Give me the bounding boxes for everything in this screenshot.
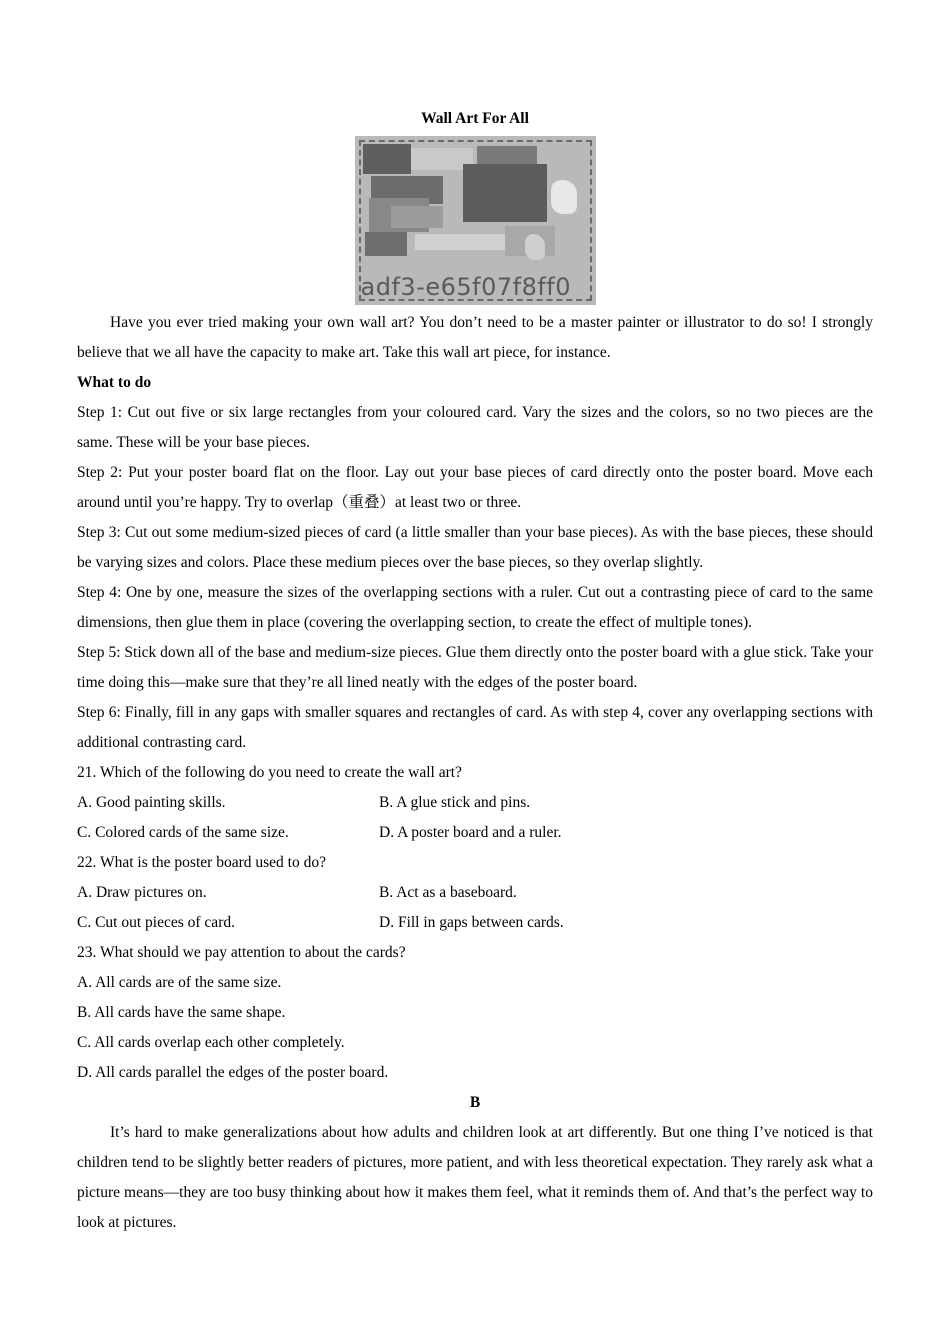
question-21: 21. Which of the following do you need to create the wall art? bbox=[77, 764, 462, 781]
section-heading: What to do bbox=[77, 374, 152, 391]
option-c: C. Colored cards of the same size. bbox=[77, 824, 289, 841]
step-1: Step 1: Cut out five or six large rectangles from your coloured card. Vary the sizes and the colors, so no two pieces are the same. These will be your base pieces. bbox=[77, 404, 873, 451]
section-b-heading: B bbox=[469, 1094, 481, 1111]
options-row bbox=[77, 788, 873, 818]
option-c: C. Cut out pieces of card. bbox=[77, 914, 235, 931]
options-row bbox=[77, 818, 873, 848]
option-d: D. A poster board and a ruler. bbox=[379, 824, 562, 841]
step-2: Step 2: Put your poster board flat on the floor. Lay out your base pieces of card directly onto the poster board. Move each around until you’re happy. Try to overlap（重叠）at least two or three. bbox=[77, 464, 873, 511]
question-22: 22. What is the poster board used to do? bbox=[77, 854, 326, 871]
wall-art-photo bbox=[355, 136, 596, 305]
option-d: D. All cards parallel the edges of the poster board. bbox=[77, 1064, 389, 1081]
options-row bbox=[77, 878, 873, 908]
step-3: Step 3: Cut out some medium-sized pieces of card (a little smaller than your base pieces). As with the base pieces, these should be varying sizes and colors. Place these medium pieces over the base pieces, so they overlap slightly. bbox=[77, 524, 873, 571]
step-4: Step 4: One by one, measure the sizes of the overlapping sections with a ruler. Cut out a contrasting piece of card to the same dimensions, then glue them in place (covering the overlapping section, to create the effect of multiple tones). bbox=[77, 584, 873, 631]
option-b: B. Act as a baseboard. bbox=[379, 884, 517, 901]
options-row bbox=[77, 908, 873, 938]
step-6: Step 6: Finally, fill in any gaps with smaller squares and rectangles of card. As with step 4, cover any overlapping sections with additional contrasting card. bbox=[77, 704, 873, 751]
option-a: A. All cards are of the same size. bbox=[77, 974, 282, 991]
passage-b-paragraph: It’s hard to make generalizations about how adults and children look at art differently. But one thing I’ve noticed is that children tend to be slightly better readers of pictures, more patient, and with less theoretical expectation. They rarely ask what a picture means—they are too busy thinking about how it makes them feel, what it reminds them of. And that’s the perfect way to look at pictures. bbox=[77, 1124, 873, 1231]
option-a: A. Draw pictures on. bbox=[77, 884, 207, 901]
option-d: D. Fill in gaps between cards. bbox=[379, 914, 564, 931]
article-title: Wall Art For All bbox=[421, 110, 529, 127]
option-b: B. A glue stick and pins. bbox=[379, 794, 531, 811]
option-a: A. Good painting skills. bbox=[77, 794, 226, 811]
option-b: B. All cards have the same shape. bbox=[77, 1004, 286, 1021]
step-5: Step 5: Stick down all of the base and medium-size pieces. Glue them directly onto the poster board with a glue stick. Take your time doing this—make sure that they’re all lined neatly with the edges of the poster board. bbox=[77, 644, 873, 691]
watermark-text: adf3-e65f07f8ff0 bbox=[360, 273, 571, 301]
question-23: 23. What should we pay attention to about the cards? bbox=[77, 944, 406, 961]
intro-paragraph: Have you ever tried making your own wall art? You don’t need to be a master painter or illustrator to do so! I strongly believe that we all have the capacity to make art. Take this wall art piece, for instance. bbox=[77, 314, 873, 361]
document-page bbox=[77, 106, 873, 1238]
option-c: C. All cards overlap each other completely. bbox=[77, 1034, 345, 1051]
